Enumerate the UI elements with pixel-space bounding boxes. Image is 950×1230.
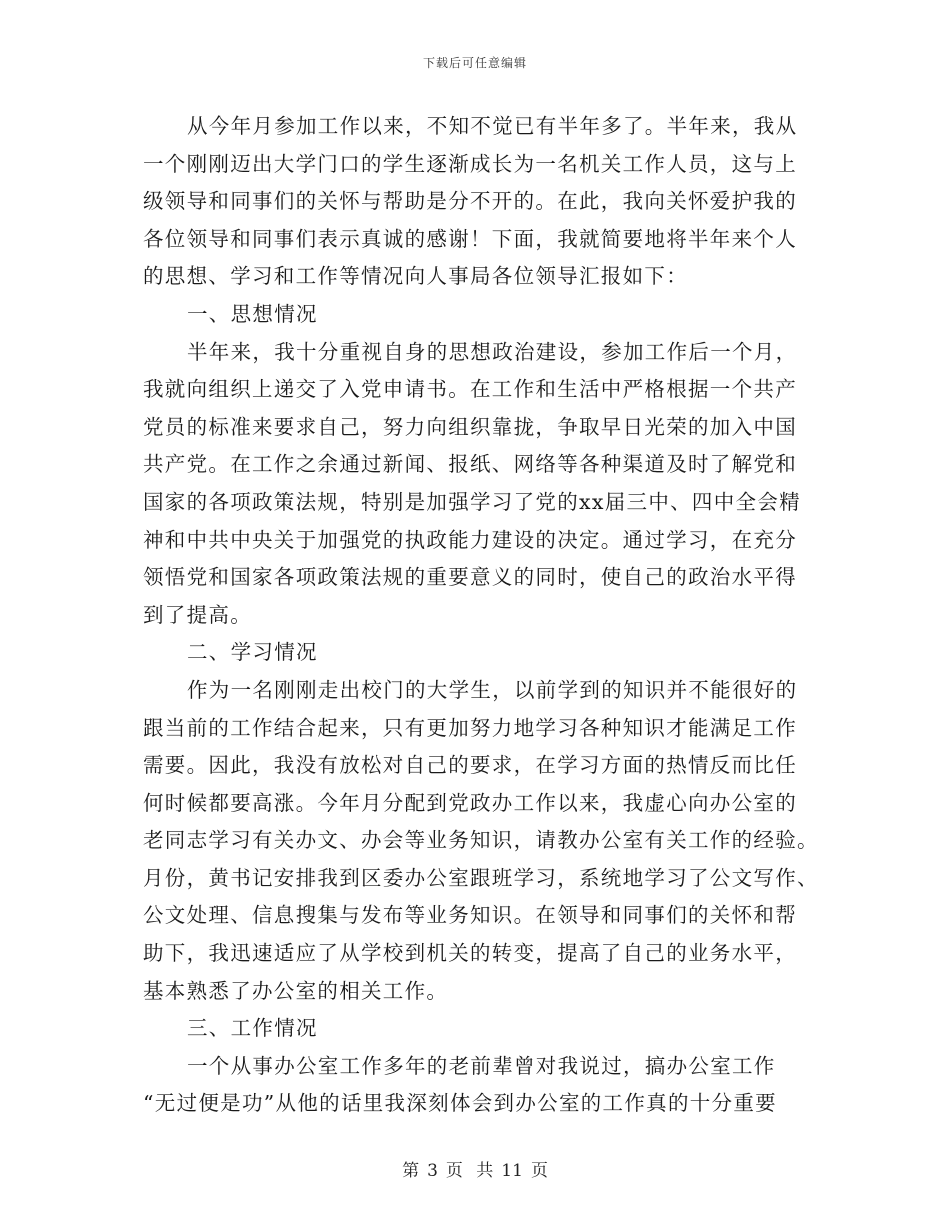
text-line: 老同志学习有关办文、办会等业务知识，请教办公室有关工作的经验。 (143, 828, 819, 853)
text-line: 共产党。在工作之余通过新闻、报纸、网络等各种渠道及时了解党和 (143, 452, 797, 477)
text-line: 党员的标准来要求自己，努力向组织靠拢，争取早日光荣的加入中国 (143, 414, 797, 439)
footer-prefix: 第 (402, 1161, 420, 1181)
footer-total-pages: 11 (501, 1161, 523, 1181)
text-line: 国家的各项政策法规，特别是加强学习了党的xx届三中、四中全会精 (143, 489, 801, 514)
text-line: 月份，黄书记安排我到区委办公室跟班学习，系统地学习了公文写作、 (143, 865, 819, 890)
document-body (143, 108, 819, 1123)
text-line: 作为一名刚刚走出校门的大学生，以前学到的知识并不能很好的 (187, 677, 798, 702)
footer-page-number: 3 (427, 1161, 438, 1181)
text-line: 级领导和同事们的关怀与帮助是分不开的。在此，我向关怀爱护我的 (143, 189, 797, 214)
footer-middle: 页 共 (445, 1161, 494, 1181)
text-line: 二、学习情况 (187, 640, 318, 665)
text-line: 一个从事办公室工作多年的老前辈曾对我说过，搞办公室工作 (187, 1053, 776, 1078)
text-line: 一、思想情况 (187, 301, 318, 326)
text-line: 何时候都要高涨。今年月分配到党政办工作以来，我虚心向办公室的 (143, 790, 797, 815)
text-line: 跟当前的工作结合起来，只有更加努力地学习各种知识才能满足工作 (143, 715, 797, 740)
text-line: 领悟党和国家各项政策法规的重要意义的同时，使自己的政治水平得 (143, 565, 797, 590)
text-line: 到了提高。 (143, 602, 252, 627)
text-line: “无过便是功”从他的话里我深刻体会到办公室的工作真的十分重要 (143, 1091, 777, 1116)
footer-suffix: 页 (530, 1161, 548, 1181)
text-line: 从今年月参加工作以来，不知不觉已有半年多了。半年来，我从 (187, 114, 798, 138)
text-line: 各位领导和同事们表示真诚的感谢！下面，我就简要地将半年来个人 (143, 226, 797, 251)
text-line: 一个刚刚迈出大学门口的学生逐渐成长为一名机关工作人员，这与上 (143, 151, 797, 176)
text-line: 半年来，我十分重视自身的思想政治建设，参加工作后一个月， (187, 339, 798, 364)
text-line: 三、工作情况 (187, 1016, 318, 1041)
text-line: 的思想、学习和工作等情况向人事局各位领导汇报如下： (143, 264, 688, 289)
page-header: 下载后可任意编辑 (422, 56, 527, 70)
text-line: 公文处理、信息搜集与发布等业务知识。在领导和同事们的关怀和帮 (143, 903, 797, 928)
text-line: 助下，我迅速适应了从学校到机关的转变，提高了自己的业务水平， (143, 941, 797, 966)
text-line: 基本熟悉了办公室的相关工作。 (143, 978, 449, 1003)
page-footer (0, 1156, 950, 1181)
text-line: 我就向组织上递交了入党申请书。在工作和生活中严格根据一个共产 (143, 377, 797, 402)
text-line: 神和中共中央关于加强党的执政能力建设的决定。通过学习，在充分 (143, 527, 797, 552)
text-line: 需要。因此，我没有放松对自己的要求，在学习方面的热情反而比任 (143, 753, 797, 778)
